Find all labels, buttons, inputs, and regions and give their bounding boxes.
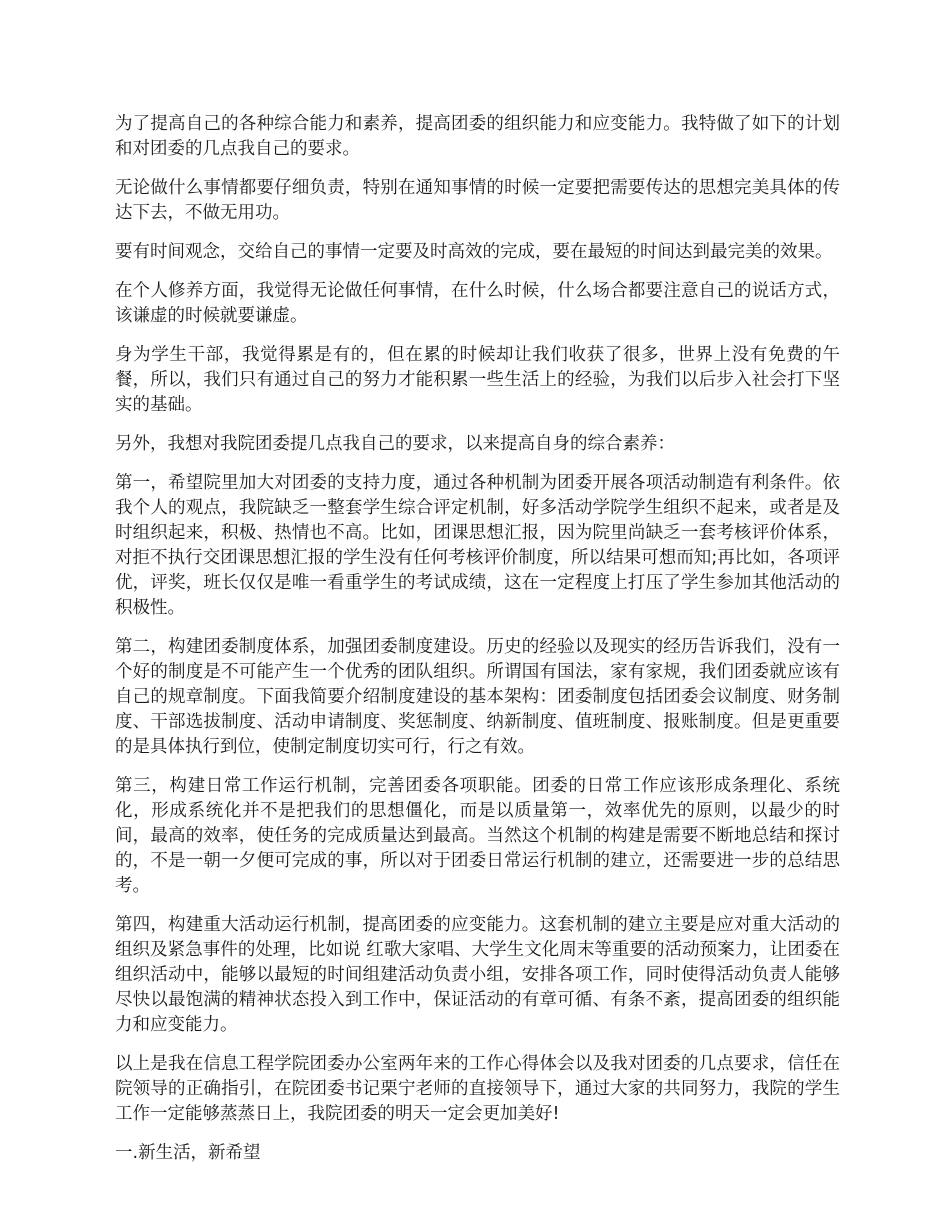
paragraph-responsibility: 无论做什么事情都要仔细负责，特别在通知事情的时候一定要把需要传达的思想完美具体的传达下去，不做无用功。 (115, 178, 840, 223)
paragraph-second: 第二，构建团委制度体系，加强团委制度建设。历史的经验以及现实的经历告诉我们，没有一个好的制度是不可能产生一个优秀的团队组织。所谓国有国法，家有家规，我们团委就应该有自己的规章制度。下面我简要介绍制度建设的基本架构：团委制度包括团委会议制度、财务制度、干部选拔制度、活动申请制度、奖惩制度、纳新制度、值班制度、报账制度。但是更重要的是具体执行到位，使制定制度切实可行，行之有效。 (115, 637, 840, 757)
paragraph-first: 第一，希望院里加大对团委的支持力度，通过各种机制为团委开展各项活动制造有利条件。依我个人的观点，我院缺乏一整套学生综合评定机制，好多活动学院学生组织不起来，或者是及时组织起来，积极、热情也不高。比如，团课思想汇报，因为院里尚缺乏一套考核评价体系，对拒不执行交团课思想汇报的学生没有任何考核评价制度，所以结果可想而知;再比如，各项评优，评奖，班长仅仅是唯一看重学生的考试成绩，这在一定程度上打压了学生参加其他活动的积极性。 (115, 473, 840, 618)
document-body (115, 112, 840, 1180)
section-heading: 一.新生活，新希望 (115, 1143, 261, 1163)
paragraph-student-cadre: 身为学生干部，我觉得累是有的，但在累的时候却让我们收获了很多，世界上没有免费的午餐，所以，我们只有通过自己的努力才能积累一些生活上的经验，为我们以后步入社会打下坚实的基础。 (115, 345, 840, 415)
paragraph-intro: 为了提高自己的各种综合能力和素养，提高团委的组织能力和应变能力。我特做了如下的计划和对团委的几点我自己的要求。 (115, 114, 840, 159)
paragraph-third: 第三，构建日常工作运行机制，完善团委各项职能。团委的日常工作应该形成条理化、系统化，形成系统化并不是把我们的思想僵化，而是以质量第一，效率优先的原则，以最少的时间，最高的效率，使任务的完成质量达到最高。当然这个机制的构建是需要不断地总结和探讨的，不是一朝一夕便可完成的事，所以对于团委日常运行机制的建立，还需要进一步的总结思考。 (115, 776, 840, 896)
paragraph-requirements-intro: 另外，我想对我院团委提几点我自己的要求，以来提高自身的综合素养： (115, 434, 675, 454)
paragraph-fourth: 第四，构建重大活动运行机制，提高团委的应变能力。这套机制的建立主要是应对重大活动的组织及紧急事件的处理，比如说 红歌大家唱、大学生文化周末等重要的活动预案力，让团委在组织活动中，能够以最短的时间组建活动负责小组，安排各项工作，同时使得活动负责人能够尽快以最饱满的精神状态投入到工作中，保证活动的有章可循、有条不紊，提高团委的组织能力和应变能力。 (115, 915, 840, 1035)
paragraph-time: 要有时间观念，交给自己的事情一定要及时高效的完成，要在最短的时间达到最完美的效果。 (115, 242, 833, 262)
paragraph-self-cultivation: 在个人修养方面，我觉得无论做任何事情，在什么时候，什么场合都要注意自己的说话方式，该谦虚的时候就要谦虚。 (115, 281, 840, 326)
paragraph-conclusion: 以上是我在信息工程学院团委办公室两年来的工作心得体会以及我对团委的几点要求，信任在院领导的正确指引，在院团委书记栗宁老师的直接领导下，通过大家的共同努力，我院的学生工作一定能够蒸蒸日上，我院团委的明天一定会更加美好! (115, 1054, 840, 1124)
